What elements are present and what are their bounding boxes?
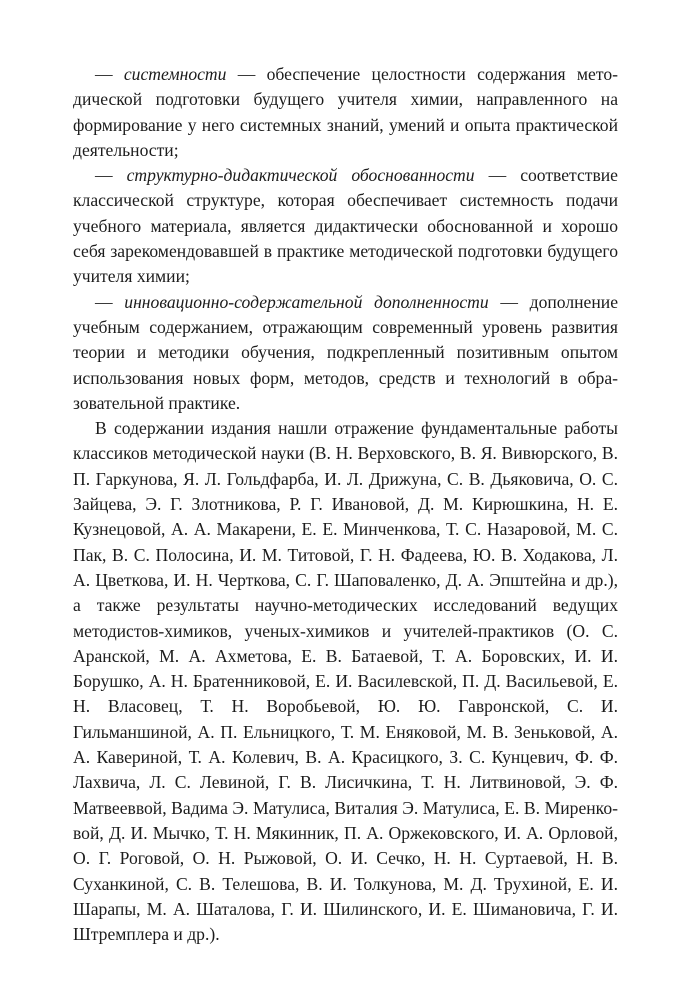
list-dash: — [95,165,127,186]
references-text: В содержании издания нашли отражение фундаментальные работы классиков методической науки (В. Н. Верховского, В. Я. Вивюрского, В. П. Гаркунова, Я. Л. Гольдфарба, И. Л. Дрижуна, С. В. Дьяковича, О. С. Зайцева, Э. Г. Злотникова, Р. Г. Ивановой, Д. М. Кирюшкина, Н. Е. Кузнецовой, А. А. Макарени, Е. Е. Минченкова, Т. С. Назаровой, М. С. Пак, В. С. Полосина, И. М. Титовой, Г. Н. Фадеева, Ю. В. Ходакова, Л. А. Цветкова, И. Н. Черткова, С. Г. Шаповаленко, Д. А. Эпштейна и др.), а также результаты научно-методических исследований ведущих методистов-химиков, ученых-химиков и учителей-практиков (О. С. Аранской, М. А. Ахметова, Е. В. Батаевой, Т. А. Боровских, И. И. Борушко, А. Н. Братенниковой, Е. И. Василевской, П. Д. Васильевой, Е. Н. Власовец, Т. Н. Воробьевой, Ю. Ю. Гавронской, С. И. Гильманшиной, А. П. Ельницкого, Т. М. Еняковой, М. В. Зеньковой, А. А. Кавериной, Т. А. Колевич, В. А. Красицкого, З. С. Кунцевич, Ф. Ф. Лахвича, Л. С. Левиной, Г. В. Лисичкина, Т. Н. Литвиновой, Э. Ф. Матвееввой, Вадима Э. Матулиса, Виталия Э. Матулиса, Е. В. Миренковой, Д. И. Мычко, Т. Н. Мякинник, П. А. Оржековского, И. А. Орловой, О. Г. Роговой, О. Н. Рыжовой, О. И. Сечко, Н. Н. Суртаевой, Н. В. Суханкиной, С. В. Телешова, В. И. Толкунова, М. Д. Трухиной, Е. И. Шарапы, М. А. Шаталова, Г. И. Шилинского, И. Е. Шимановича, Г. И. Штремплера и др.). [73,418,618,945]
paragraph-innovative-content [73,290,618,416]
document-page [73,62,618,947]
paragraph-structural-didactic [73,163,618,289]
principle-term: инновационно-содержательной дополненности [124,291,489,312]
list-dash: — [95,291,125,312]
paragraph-references [73,416,618,947]
principle-description: — соответствие классической структуре, которая обеспечивает системность подачи учебного материала, является дидактически обоснованной и хорошо себя зарекомендовавшей в практике методической подготовки будущего учителя химии; [73,165,618,287]
principle-term: системности [123,64,227,84]
principle-description: — дополнение учебным содержанием, отражающим современный уровень развития теории и методики обучения, подкрепленный позитивным опытом использования новых форм, методов, средств и технологий в образовательной практике. [73,291,619,413]
paragraph-systemness [73,62,618,163]
principle-description: — обеспечение целостности содержания методической подготовки будущего учителя химии, направленного на формирование у него системных знаний, умений и опыта практической деятельности; [73,64,618,160]
principle-term: структурно-дидактической обоснованности [126,165,475,186]
list-dash: — [95,64,124,84]
